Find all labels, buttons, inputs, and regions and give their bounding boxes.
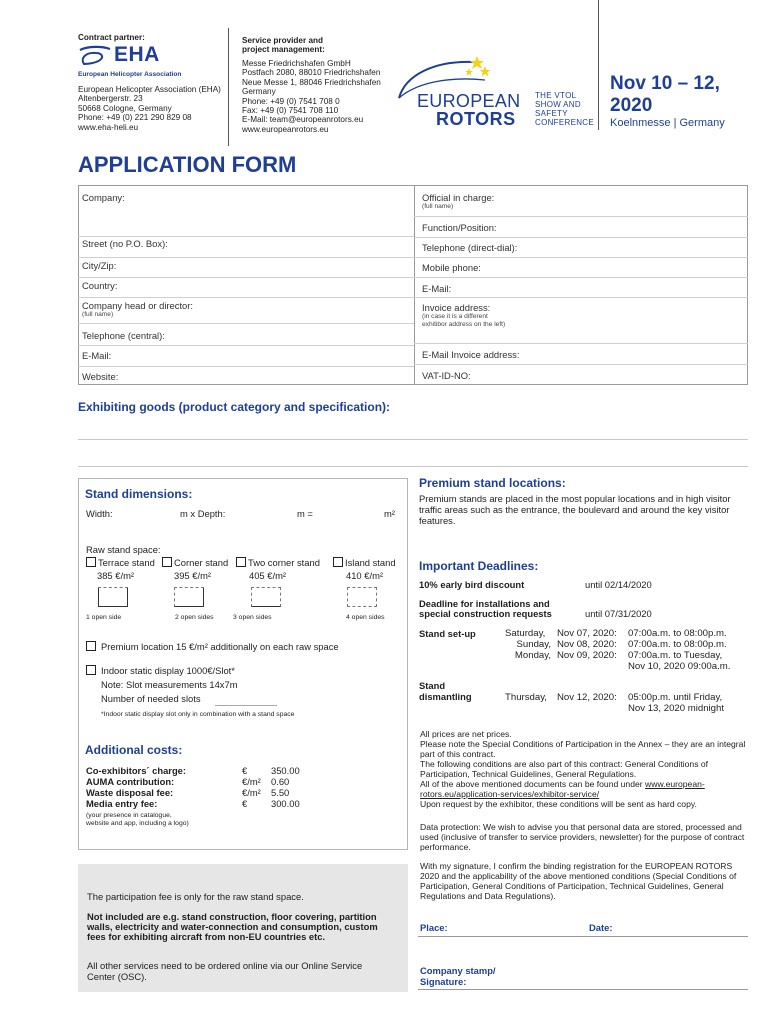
company-head-field[interactable]: Company head or director: (full name) [82,300,193,318]
exhibiting-goods-line-1[interactable] [78,439,748,440]
place-date-line [418,936,748,937]
header-divider-2 [598,0,599,130]
form-column-divider [414,185,415,385]
corner-sides: 2 open sides [175,614,214,621]
deadlines-title: Important Deadlines: [419,559,539,573]
telephone-direct-field[interactable]: Telephone (direct-dial): [422,242,518,253]
row-line [78,236,414,237]
city-zip-field[interactable]: City/Zip: [82,260,117,271]
contract-partner-label: Contract partner: [78,33,145,42]
indoor-checkbox[interactable] [86,665,96,675]
two-corner-price: 405 €/m² [249,570,286,581]
setup-table: Saturday, Nov 07, 2020: 07:00a.m. to 08:00p.m. Sunday, Nov 08, 2020: 07:00a.m. to 08:00p.m. Monday, Nov 09, 2020: 07:00a.m. to Tuesday, Nov 10, 2020 09:00a.m. [505,628,731,672]
row-line [78,345,414,346]
additional-cost-units: € €/m² €/m² € [242,765,261,809]
terrace-stand-option[interactable]: Terrace stand [86,557,155,568]
exhibiting-goods-label: Exhibiting goods (product category and specification): [78,400,391,414]
island-price: 410 €/m² [346,570,383,581]
island-checkbox[interactable] [333,557,343,567]
right-email-field[interactable]: E-Mail: [422,283,452,294]
logo-rotors-text: ROTORS [436,109,516,129]
terrace-sides: 1 open side [86,614,122,621]
corner-price: 395 €/m² [174,570,211,581]
dismantling-table: Thursday, Nov 12, 2020: 05:00p.m. until Friday, Nov 13, 2020 midnight [505,692,724,714]
corner-stand-option[interactable]: Corner stand [162,557,228,568]
installation-label: Deadline for installations and special construction requests [419,598,552,619]
fee-line-2: Not included are e.g. stand construction, floor covering, partition walls, electricity and water-connection and consumption, custom fees for exhibiting aircraft from non-EU countries etc. [87,911,378,942]
terms-text: All prices are net prices. Please note the Special Conditions of Participation in the Annex – they are an integral part of this contract. The following conditions are also part of this contract: General Conditions of Participation, Technical Guidelines, General Regulations. All of the above mentioned documents can be found under www.european-rotors.eu/application-services/exhibitor-service/ Upon request by the exhibitor, these conditions will be sent as hard copy. [420,729,746,809]
row-line [78,297,414,298]
fee-line-1: The participation fee is only for the raw stand space. [87,891,304,902]
eha-address: European Helicopter Association (EHA) Altenbergerstr. 23 50668 Cologne, Germany Phone: +49 (0) 221 290 829 08 www.eha-heli.eu [78,85,221,132]
terrace-price: 385 €/m² [97,570,134,581]
date-field[interactable]: Date: [589,922,613,933]
company-stamp-field[interactable]: Company stamp/ Signature: [420,965,496,987]
signature-line [418,989,748,990]
raw-stand-space-label: Raw stand space: [86,544,161,555]
exhibiting-goods-line-2[interactable] [78,466,748,467]
two-corner-sides: 3 open sides [233,614,272,621]
contact-form-box [78,185,748,385]
function-position-field[interactable]: Function/Position: [422,222,497,233]
island-sides: 4 open sides [346,614,385,621]
stand-dimensions-box [78,478,408,530]
row-line [414,216,748,217]
street-field[interactable]: Street (no P.O. Box): [82,238,168,249]
island-stand-option[interactable]: Island stand [333,557,396,568]
form-title: APPLICATION FORM [78,152,297,177]
header-divider-1 [228,28,229,146]
row-line [78,277,414,278]
eha-helicopter-icon [78,44,112,66]
stand-dimensions-title: Stand dimensions: [85,487,193,501]
row-line [414,297,748,298]
media-fee-note: (your presence in catalogue, website and app, including a logo) [86,812,189,828]
row-line [414,343,748,344]
row-line [414,364,748,365]
eha-logo-subtitle: European Helicopter Association [78,71,182,78]
company-field[interactable]: Company: [82,192,125,203]
email-field[interactable]: E-Mail: [82,350,112,361]
dismantling-label: Stand dismantling [419,680,472,702]
additional-cost-values: 350.00 0.60 5.50 300.00 [271,765,300,809]
setup-label: Stand set-up [419,628,476,639]
event-venue: Koelnmesse | Germany [610,117,725,129]
corner-open-side [174,587,204,588]
two-corner-diagram [251,587,281,607]
terrace-checkbox[interactable] [86,557,96,567]
corner-diagram [174,587,204,607]
row-line [78,257,414,258]
early-bird-date: until 02/14/2020 [585,579,652,590]
signature-confirmation-text: With my signature, I confirm the binding registration for the EUROPEAN ROTORS 2020 and the applicability of the above mentioned conditions (Special Conditions of Participation, General Conditions of Participation, Technical Guidelines, General Regulations and Data Regulations). [420,861,737,901]
row-line [78,366,414,367]
indoor-slots-line[interactable] [215,705,277,706]
logo-tagline: THE VTOL SHOW AND SAFETY CONFERENCE [535,91,595,127]
conditions-link[interactable]: www.european-rotors.eu/application-services/exhibitor-service/ [420,779,705,799]
premium-checkbox[interactable] [86,641,96,651]
two-corner-stand-option[interactable]: Two corner stand [236,557,320,568]
event-dates: Nov 10 – 12, 2020 [610,73,720,116]
area-field[interactable]: m = [297,508,313,519]
row-line [414,257,748,258]
premium-text: Premium stands are placed in the most popular locations and in high visitor traffic areas such as the entrance, the boulevard and around the key visitor features. [419,493,731,526]
island-diagram [347,587,377,607]
indoor-static-option[interactable]: Indoor static display 1000€/Slot* [86,665,235,676]
premium-title: Premium stand locations: [419,476,566,490]
provider-label: Service provider and project management: [242,36,325,55]
website-field[interactable]: Website: [82,371,119,382]
installation-date: until 07/31/2020 [585,608,652,619]
vat-id-field[interactable]: VAT-ID-NO: [422,370,471,381]
data-protection-text: Data protection: We wish to advise you that personal data are stored, processed and used (inclusive of transfer to service providers, newsletter) for the purpose of contract performance. [420,822,745,852]
country-field[interactable]: Country: [82,280,118,291]
telephone-central-field[interactable]: Telephone (central): [82,330,165,341]
two-corner-open-side [251,587,281,588]
european-rotors-logo [395,48,600,133]
premium-location-option[interactable]: Premium location 15 €/m² additionally on each raw space [86,641,339,652]
additional-costs-title: Additional costs: [85,743,183,757]
early-bird-label: 10% early bird discount [419,579,525,590]
row-line [414,237,748,238]
indoor-slots-field[interactable]: Number of needed slots [101,693,201,704]
place-field[interactable]: Place: [420,922,448,933]
indoor-note: Note: Slot measurements 14x7m [101,679,238,690]
fee-line-3: All other services need to be ordered online via our Online Service Center (OSC). [87,960,363,982]
mobile-phone-field[interactable]: Mobile phone: [422,262,481,273]
corner-checkbox[interactable] [162,557,172,567]
indoor-footnote: *Indoor static display slot only in combination with a stand space [101,711,295,718]
terrace-open-side [98,587,128,588]
two-corner-checkbox[interactable] [236,557,246,567]
eha-logo [78,43,188,73]
invoice-email-field[interactable]: E-Mail Invoice address: [422,349,520,360]
depth-field[interactable]: m x Depth: [180,508,226,519]
area-unit: m² [384,508,395,519]
invoice-address-field[interactable]: Invoice address: (in case it is a different exhitibor address on the left) [422,302,506,328]
terrace-diagram [98,587,128,607]
official-in-charge-field[interactable]: Official in charge: (full name) [422,192,495,210]
additional-cost-labels: Co-exhibitors´ charge: AUMA contribution: Waste disposal fee: Media entry fee: [86,765,187,809]
eha-logo-text: EHA [114,43,160,66]
width-field[interactable]: Width: [86,508,113,519]
row-line [414,277,748,278]
logo-european-text: EUROPEAN [417,91,521,111]
row-line [78,323,414,324]
provider-address: Messe Friedrichshafen GmbH Postfach 2080, 88010 Friedrichshafen Neue Messe 1, 88046 Friedrichshafen Germany Phone: +49 (0) 7541 708 0 Fax: +49 (0) 7541 708 110 E-Mail: team@europeanrotors.eu www.europeanrotors.eu [242,59,381,134]
